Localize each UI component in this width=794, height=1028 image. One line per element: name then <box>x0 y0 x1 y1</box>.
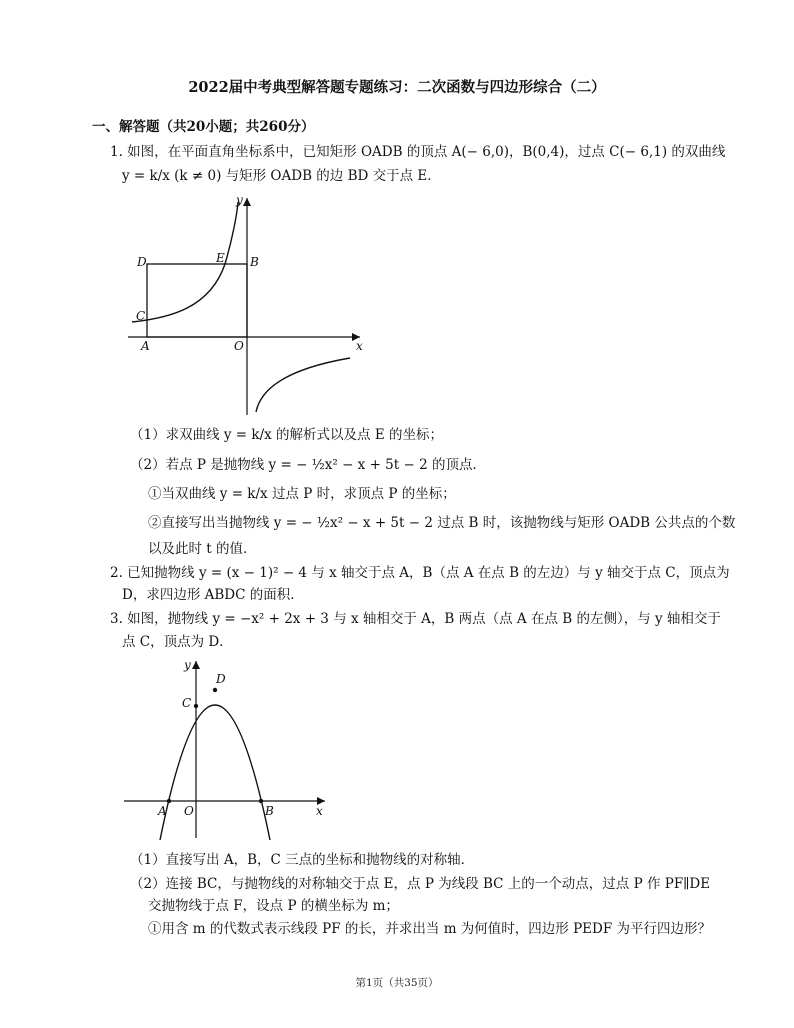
page-footer: 第1页（共35页） <box>355 977 439 989</box>
q3-part2b: 交抛物线于点 F，设点 P 的横坐标为 m； <box>148 898 399 914</box>
q1-label-a: A <box>141 339 150 353</box>
q3-point-c <box>194 704 198 708</box>
q1-line2: y = k/x (k ≠ 0) 与矩形 OADB 的边 BD 交于点 E． <box>122 168 441 184</box>
q1-sub2a: ②直接写出当抛物线 y = − ½x² − x + 5t − 2 过点 B 时，该抛物线与矩形 OADB 公共点的个数 <box>148 515 736 531</box>
q3-label-y: y <box>184 658 191 672</box>
q1-sub2b: 以及此时 t 的值． <box>148 541 257 557</box>
q3-line2: 点 C，顶点为 D． <box>122 634 233 650</box>
q3-label-a: A <box>158 804 167 818</box>
q1-part2: （2）若点 P 是抛物线 y = − ½x² − x + 5t − 2 的顶点． <box>130 457 486 473</box>
q3-label-x: x <box>316 804 323 818</box>
q1-label-c: C <box>136 309 146 323</box>
q1-figure-hyperbola-rectangle <box>120 190 380 420</box>
q1-y-arrow <box>243 198 251 206</box>
q3-label-o: O <box>184 804 194 818</box>
q3-label-c: C <box>182 696 192 710</box>
q3-y-arrow <box>192 661 200 669</box>
q3-line1: 3. 如图，抛物线 y = −x² + 2x + 3 与 x 轴相交于 A，B 两点（点 A 在点 B 的左侧），与 y 轴相交于 <box>110 611 721 627</box>
q3-parabola-curve <box>160 705 270 840</box>
section-heading: 一、解答题（共20小题；共260分） <box>92 119 315 135</box>
q1-line1: 1. 如图，在平面直角坐标系中，已知矩形 OADB 的顶点 A(− 6,0)，B(0,4)，过点 C(− 6,1) 的双曲线 <box>110 144 726 160</box>
q1-part1: （1）求双曲线 y = k/x 的解析式以及点 E 的坐标； <box>130 427 443 443</box>
q3-point-b <box>259 799 263 803</box>
q3-point-a <box>167 799 171 803</box>
q1-label-y: y <box>236 193 243 207</box>
q1-label-d: D <box>137 255 147 269</box>
q1-rectangle-oadb <box>147 264 247 337</box>
q2-line2: D，求四边形 ABDC 的面积． <box>122 587 304 603</box>
q1-hyperbola-right-branch <box>256 358 350 412</box>
q3-figure-parabola <box>120 655 340 845</box>
q3-point-d <box>213 688 217 692</box>
q1-sub1: ①当双曲线 y = k/x 过点 P 时，求顶点 P 的坐标； <box>148 486 456 502</box>
q1-label-o: O <box>234 339 244 353</box>
q1-label-x: x <box>356 339 363 353</box>
q3-sub1: ①用含 m 的代数式表示线段 PF 的长，并求出当 m 为何值时，四边形 PEDF 为平行四边形？ <box>148 921 712 937</box>
q2-line1: 2. 已知抛物线 y = (x − 1)² − 4 与 x 轴交于点 A，B（点 A 在点 B 的左边）与 y 轴交于点 C，顶点为 <box>110 565 730 581</box>
q3-part2a: （2）连接 BC，与抛物线的对称轴交于点 E，点 P 为线段 BC 上的一个动点，过点 P 作 PF∥DE <box>130 876 711 892</box>
q1-label-b: B <box>250 255 259 269</box>
page-title: 2022届中考典型解答题专题练习：二次函数与四边形综合（二） <box>188 79 606 96</box>
q3-label-b: B <box>265 804 274 818</box>
q3-label-d: D <box>216 672 226 686</box>
q3-part1: （1）直接写出 A，B，C 三点的坐标和抛物线的对称轴． <box>130 852 475 868</box>
q1-label-e: E <box>216 251 225 265</box>
